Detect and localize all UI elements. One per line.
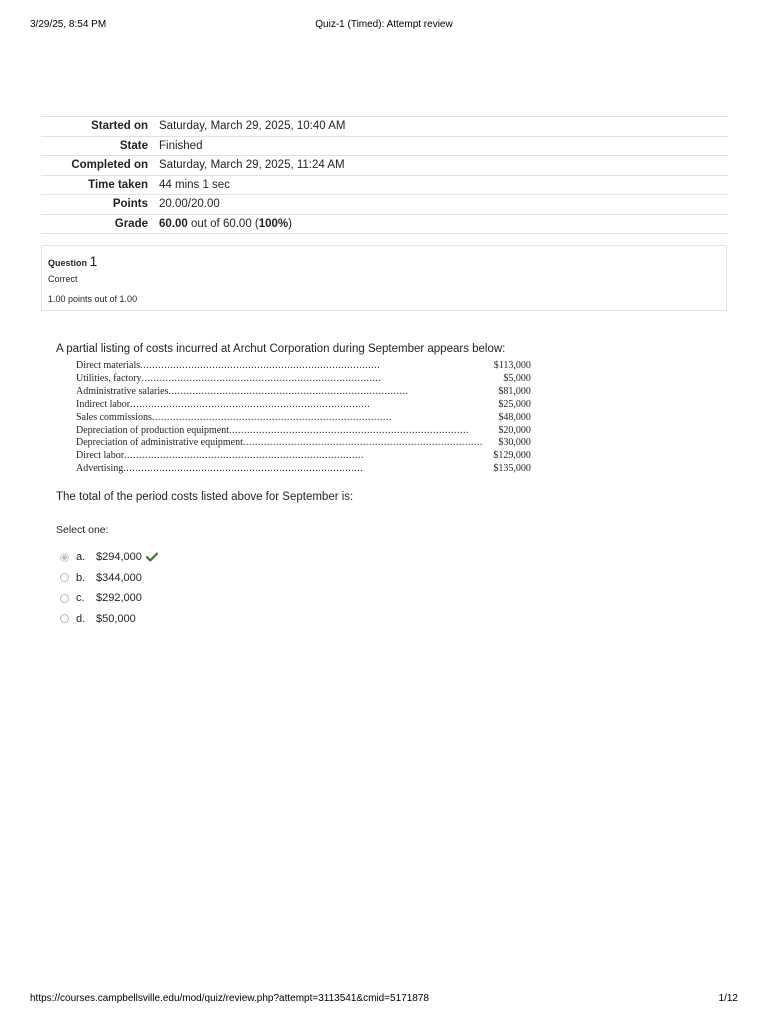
question-state: Correct [48,274,78,284]
leader-dots: ................................................................................ [130,398,371,410]
cost-name-text: Direct labor [76,450,125,462]
question-number-value: 1 [89,253,98,269]
leader-dots: ................................................................................ [151,411,392,423]
grade-end: ) [288,217,293,230]
print-datetime: 3/29/25, 8:54 PM [30,19,107,30]
grade-percent: 100% [258,217,289,230]
radio-a[interactable] [60,553,69,562]
cost-name-text: Sales commissions [76,411,152,423]
cost-amount: $129,000 [493,450,531,462]
cost-name-text: Administrative salaries [76,385,169,397]
cost-amount: $81,000 [498,385,531,397]
leader-dots: ................................................................................ [140,360,381,371]
option-b-letter: b. [76,571,86,584]
page-url: https://courses.campbellsville.edu/mod/quiz/review.php?attempt=3113541&cmid=5171878 [30,993,429,1004]
cost-name-text: Utilities, factory [76,372,142,384]
leader-dots: ................................................................................ [229,424,470,436]
state-value: Finished [159,136,728,156]
cost-name-text: Advertising [76,463,124,475]
cost-amount: $25,000 [498,398,531,410]
question-prompt: The total of the period costs listed above for September is: [56,491,354,503]
cost-row [76,463,531,476]
correct-check-icon [146,552,158,562]
option-d-letter: d. [76,612,86,625]
cost-name [76,399,483,412]
option-b-value: $344,000 [96,571,142,584]
cost-row [76,437,531,450]
cost-name-text: Indirect labor [76,398,131,410]
question-text: A partial listing of costs incurred at Archut Corporation during September appears below: [56,343,506,355]
grade-label: Grade [41,214,159,234]
cost-name [76,437,483,450]
cost-name [76,386,483,399]
answer-option-b[interactable] [60,568,158,589]
cost-amount: $48,000 [498,411,531,423]
cost-name [76,450,483,463]
answer-option-c[interactable] [60,588,158,609]
completed-on-label: Completed on [41,156,159,176]
cost-name [76,360,483,373]
cost-name-text: Depreciation of production equipment [76,424,230,436]
option-c-letter: c. [76,592,85,605]
time-taken-label: Time taken [41,175,159,195]
started-on-value: Saturday, March 29, 2025, 10:40 AM [159,117,728,137]
option-d-value: $50,000 [96,612,136,625]
grade-middle: out of 60.00 ( [187,217,259,230]
print-footer [30,993,738,1007]
answer-options [60,547,158,629]
cost-row [76,373,531,386]
radio-d[interactable] [60,614,69,623]
grade-score: 60.00 [159,217,188,230]
question-info-box [41,245,727,311]
grade-value [159,214,728,234]
costs-table [76,360,531,476]
cost-amount: $135,000 [493,463,531,475]
completed-on-value: Saturday, March 29, 2025, 11:24 AM [159,156,728,176]
cost-row [76,360,531,373]
cost-name [76,373,483,386]
cost-amount: $113,000 [493,360,531,371]
points-label: Points [41,195,159,215]
attempt-summary-table [41,116,728,234]
cost-row [76,399,531,412]
select-one-label: Select one: [56,524,109,536]
summary-row-grade [41,214,728,234]
cost-amount: $5,000 [503,372,531,384]
cost-row [76,412,531,425]
answer-option-a[interactable] [60,547,158,568]
started-on-label: Started on [41,117,159,137]
leader-dots: ................................................................................ [124,450,365,462]
leader-dots: ................................................................................ [168,385,409,397]
print-header [30,19,738,33]
radio-c[interactable] [60,594,69,603]
cost-row [76,450,531,463]
cost-name-text: Direct materials [76,360,141,371]
option-a-letter: a. [76,551,86,564]
state-label: State [41,136,159,156]
leader-dots: ................................................................................ [242,437,483,449]
summary-row-completed [41,156,728,176]
radio-b[interactable] [60,573,69,582]
cost-row [76,425,531,438]
summary-row-started [41,117,728,137]
summary-row-state [41,136,728,156]
time-taken-value: 44 mins 1 sec [159,175,728,195]
question-label: Question [48,258,88,268]
answer-option-d[interactable] [60,609,158,630]
question-number [48,253,720,269]
option-a-value: $294,000 [96,551,142,564]
question-points: 1.00 points out of 1.00 [48,294,138,304]
summary-row-time [41,175,728,195]
cost-amount: $30,000 [498,437,531,449]
leader-dots: ................................................................................ [141,372,382,384]
points-value: 20.00/20.00 [159,195,728,215]
cost-name [76,425,483,438]
print-title: Quiz-1 (Timed): Attempt review [315,19,453,30]
cost-name [76,412,483,425]
summary-row-points [41,195,728,215]
cost-row [76,386,531,399]
cost-amount: $20,000 [498,424,531,436]
page-number: 1/12 [718,993,738,1004]
option-c-value: $292,000 [96,592,142,605]
leader-dots: ................................................................................ [123,463,364,475]
cost-name-text: Depreciation of administrative equipment [76,437,243,449]
cost-name [76,463,483,476]
